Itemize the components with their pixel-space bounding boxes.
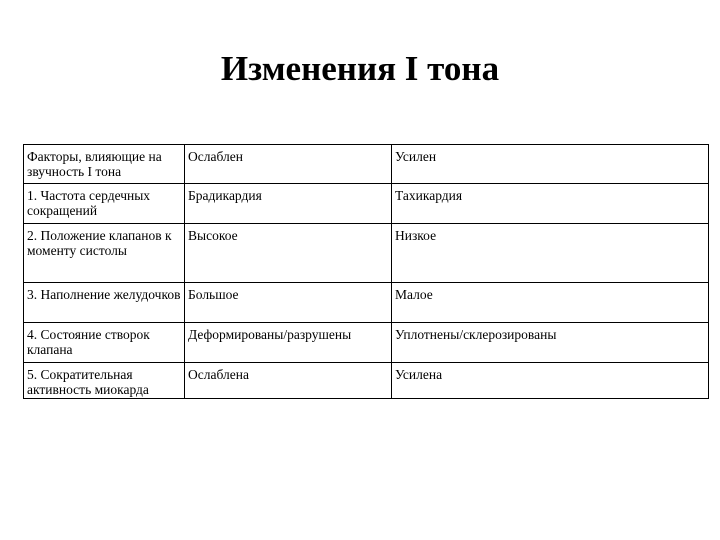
strengthened-cell: Тахикардия bbox=[392, 184, 709, 224]
table-row bbox=[24, 323, 709, 363]
strengthened-cell: Низкое bbox=[392, 224, 709, 283]
weakened-cell: Деформированы/разрушены bbox=[185, 323, 392, 363]
header-factors-cell: Факторы, влияющие на звучность I тона bbox=[24, 145, 185, 184]
factor-cell: 2. Положение клапанов к моменту систолы bbox=[24, 224, 185, 283]
factor-cell: 5. Сократительная активность миокарда bbox=[24, 363, 185, 399]
strengthened-cell: Усилена bbox=[392, 363, 709, 399]
header-weakened-cell: Ослаблен bbox=[185, 145, 392, 184]
table-row bbox=[24, 283, 709, 323]
factors-table bbox=[23, 144, 709, 399]
factor-cell: 1. Частота сердечных сокращений bbox=[24, 184, 185, 224]
factor-cell: 3. Наполнение желудочков bbox=[24, 283, 185, 323]
weakened-cell: Брадикардия bbox=[185, 184, 392, 224]
slide-title: Изменения I тона bbox=[220, 49, 500, 88]
table-row bbox=[24, 224, 709, 283]
factor-cell: 4. Состояние створок клапана bbox=[24, 323, 185, 363]
weakened-cell: Большое bbox=[185, 283, 392, 323]
weakened-cell: Ослаблена bbox=[185, 363, 392, 399]
weakened-cell: Высокое bbox=[185, 224, 392, 283]
table-header-row bbox=[24, 145, 709, 184]
strengthened-cell: Малое bbox=[392, 283, 709, 323]
table-row bbox=[24, 184, 709, 224]
header-strengthened-cell: Усилен bbox=[392, 145, 709, 184]
table-row bbox=[24, 363, 709, 399]
strengthened-cell: Уплотнены/склерозированы bbox=[392, 323, 709, 363]
